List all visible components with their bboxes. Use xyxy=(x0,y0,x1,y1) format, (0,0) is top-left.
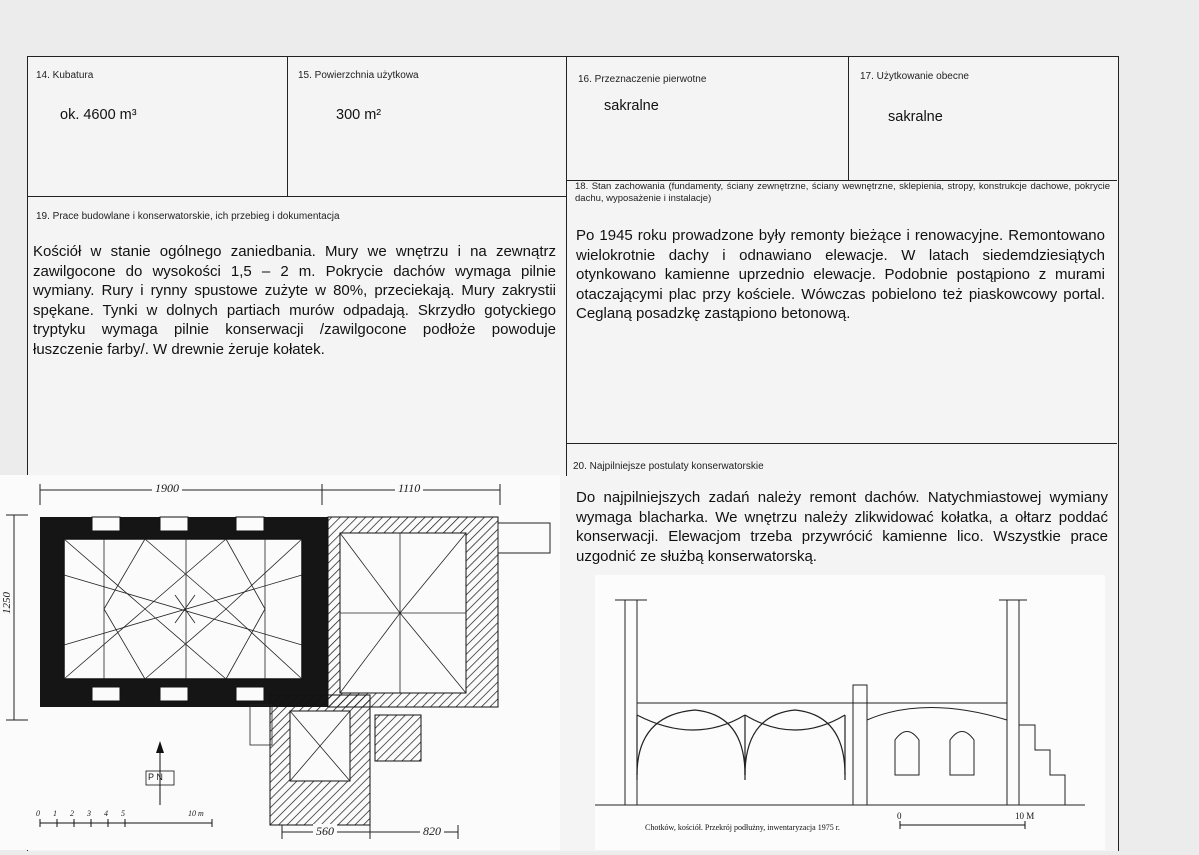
field-16-value: sakralne xyxy=(604,98,659,114)
field-15-label: 15. Powierzchnia użytkowa xyxy=(298,70,419,81)
floor-plan-drawing xyxy=(0,475,560,850)
north-label: P N xyxy=(148,772,163,782)
field-17-value: sakralne xyxy=(888,109,943,125)
section-scale-end: 10 M xyxy=(1015,811,1035,821)
scale-end: 10 m xyxy=(188,809,204,818)
scale-tick: 4 xyxy=(104,809,108,818)
nave-vaults xyxy=(637,710,845,780)
grid-line xyxy=(848,56,849,180)
field-20-text: Do najpilniejszych zadań należy remont dachów. Natychmiastowej wymiany wymaga blacharka. We wnętrzu należy zlikwidować kołatka, a ołtarz poddać konserwacji. Elewacjom trzeba przywrócić kamienne lico. Wszystkie prace uzgodnić ze służbą konserwatorską. xyxy=(576,489,1108,565)
dim-bottom-left: 560 xyxy=(313,824,337,839)
section-caption: Chotków, kościół. Przekrój podłużny, inwentaryzacja 1975 r. xyxy=(645,823,840,832)
field-17-label: 17. Użytkowanie obecne xyxy=(860,71,969,82)
presbytery-windows xyxy=(867,708,1007,776)
scale-tick: 5 xyxy=(121,809,125,818)
field-18-text: Po 1945 roku prowadzone były remonty bieżące i renowacyjne. Remontowano wielokrotnie dachy i odnawiano elewacje. W latach siedemdziesiątych otynkowano kamienne uprzednio elewacje. Podobnie postąpiono z murami otaczającymi plac przy kościele. Wówczas pobielono też piaskowcowy portal. Ceglaną posadzkę zastąpiono betonową. xyxy=(576,227,1105,323)
dim-top-left: 1900 xyxy=(152,481,182,496)
section-svg xyxy=(595,575,1105,850)
field-14-value: ok. 4600 m³ xyxy=(60,107,137,123)
field-19-label: 19. Prace budowlane i konserwatorskie, ich przebieg i dokumentacja xyxy=(36,211,340,222)
dim-side: 1250 xyxy=(1,592,13,614)
field-15-value: 300 m² xyxy=(336,107,382,123)
floor-plan-svg xyxy=(0,475,560,850)
dim-top-right: 1110 xyxy=(395,481,423,496)
scale-tick: 3 xyxy=(87,809,91,818)
section-scale-start: 0 xyxy=(897,811,902,821)
field-14-label: 14. Kubatura xyxy=(36,70,94,81)
grid-line xyxy=(287,56,288,196)
scale-tick: 0 xyxy=(36,809,40,818)
scale-tick: 1 xyxy=(53,809,57,818)
scale-tick: 2 xyxy=(70,809,74,818)
field-19-text: Kościół w stanie ogólnego zaniedbania. Mury we wnętrzu i na zewnątrz zawilgocone do wysokości 1,5 – 2 m. Pokrycie dachów wymaga pilnie wymiany. Rury i rynny spustowe zużyte w 80%, przeciekają. Mury zakrystii spękane. Tynki w dolnych partiach murów odpadają. Skrzydło gotyckiego tryptyku wymaga pilnie konserwacji /zawilgocone podłoże powoduje łuszczenie farby/. W drewnie żeruje kołatek. xyxy=(33,243,556,358)
field-18-label: 18. Stan zachowania (fundamenty, ściany zewnętrzne, ściany wewnętrzne, sklepienia, stropy, konstrukcje dachowe, pokrycie dachu, wyposażenie i instalacje) xyxy=(575,181,1110,204)
field-16-label: 16. Przeznaczenie pierwotne xyxy=(578,74,707,85)
dim-bottom-right: 820 xyxy=(420,824,444,839)
longitudinal-section-drawing xyxy=(595,575,1105,850)
grid-line xyxy=(27,196,567,197)
grid-line xyxy=(566,443,1117,444)
grid-line xyxy=(566,56,567,476)
field-20-label: 20. Najpilniejsze postulaty konserwatorskie xyxy=(573,461,764,472)
